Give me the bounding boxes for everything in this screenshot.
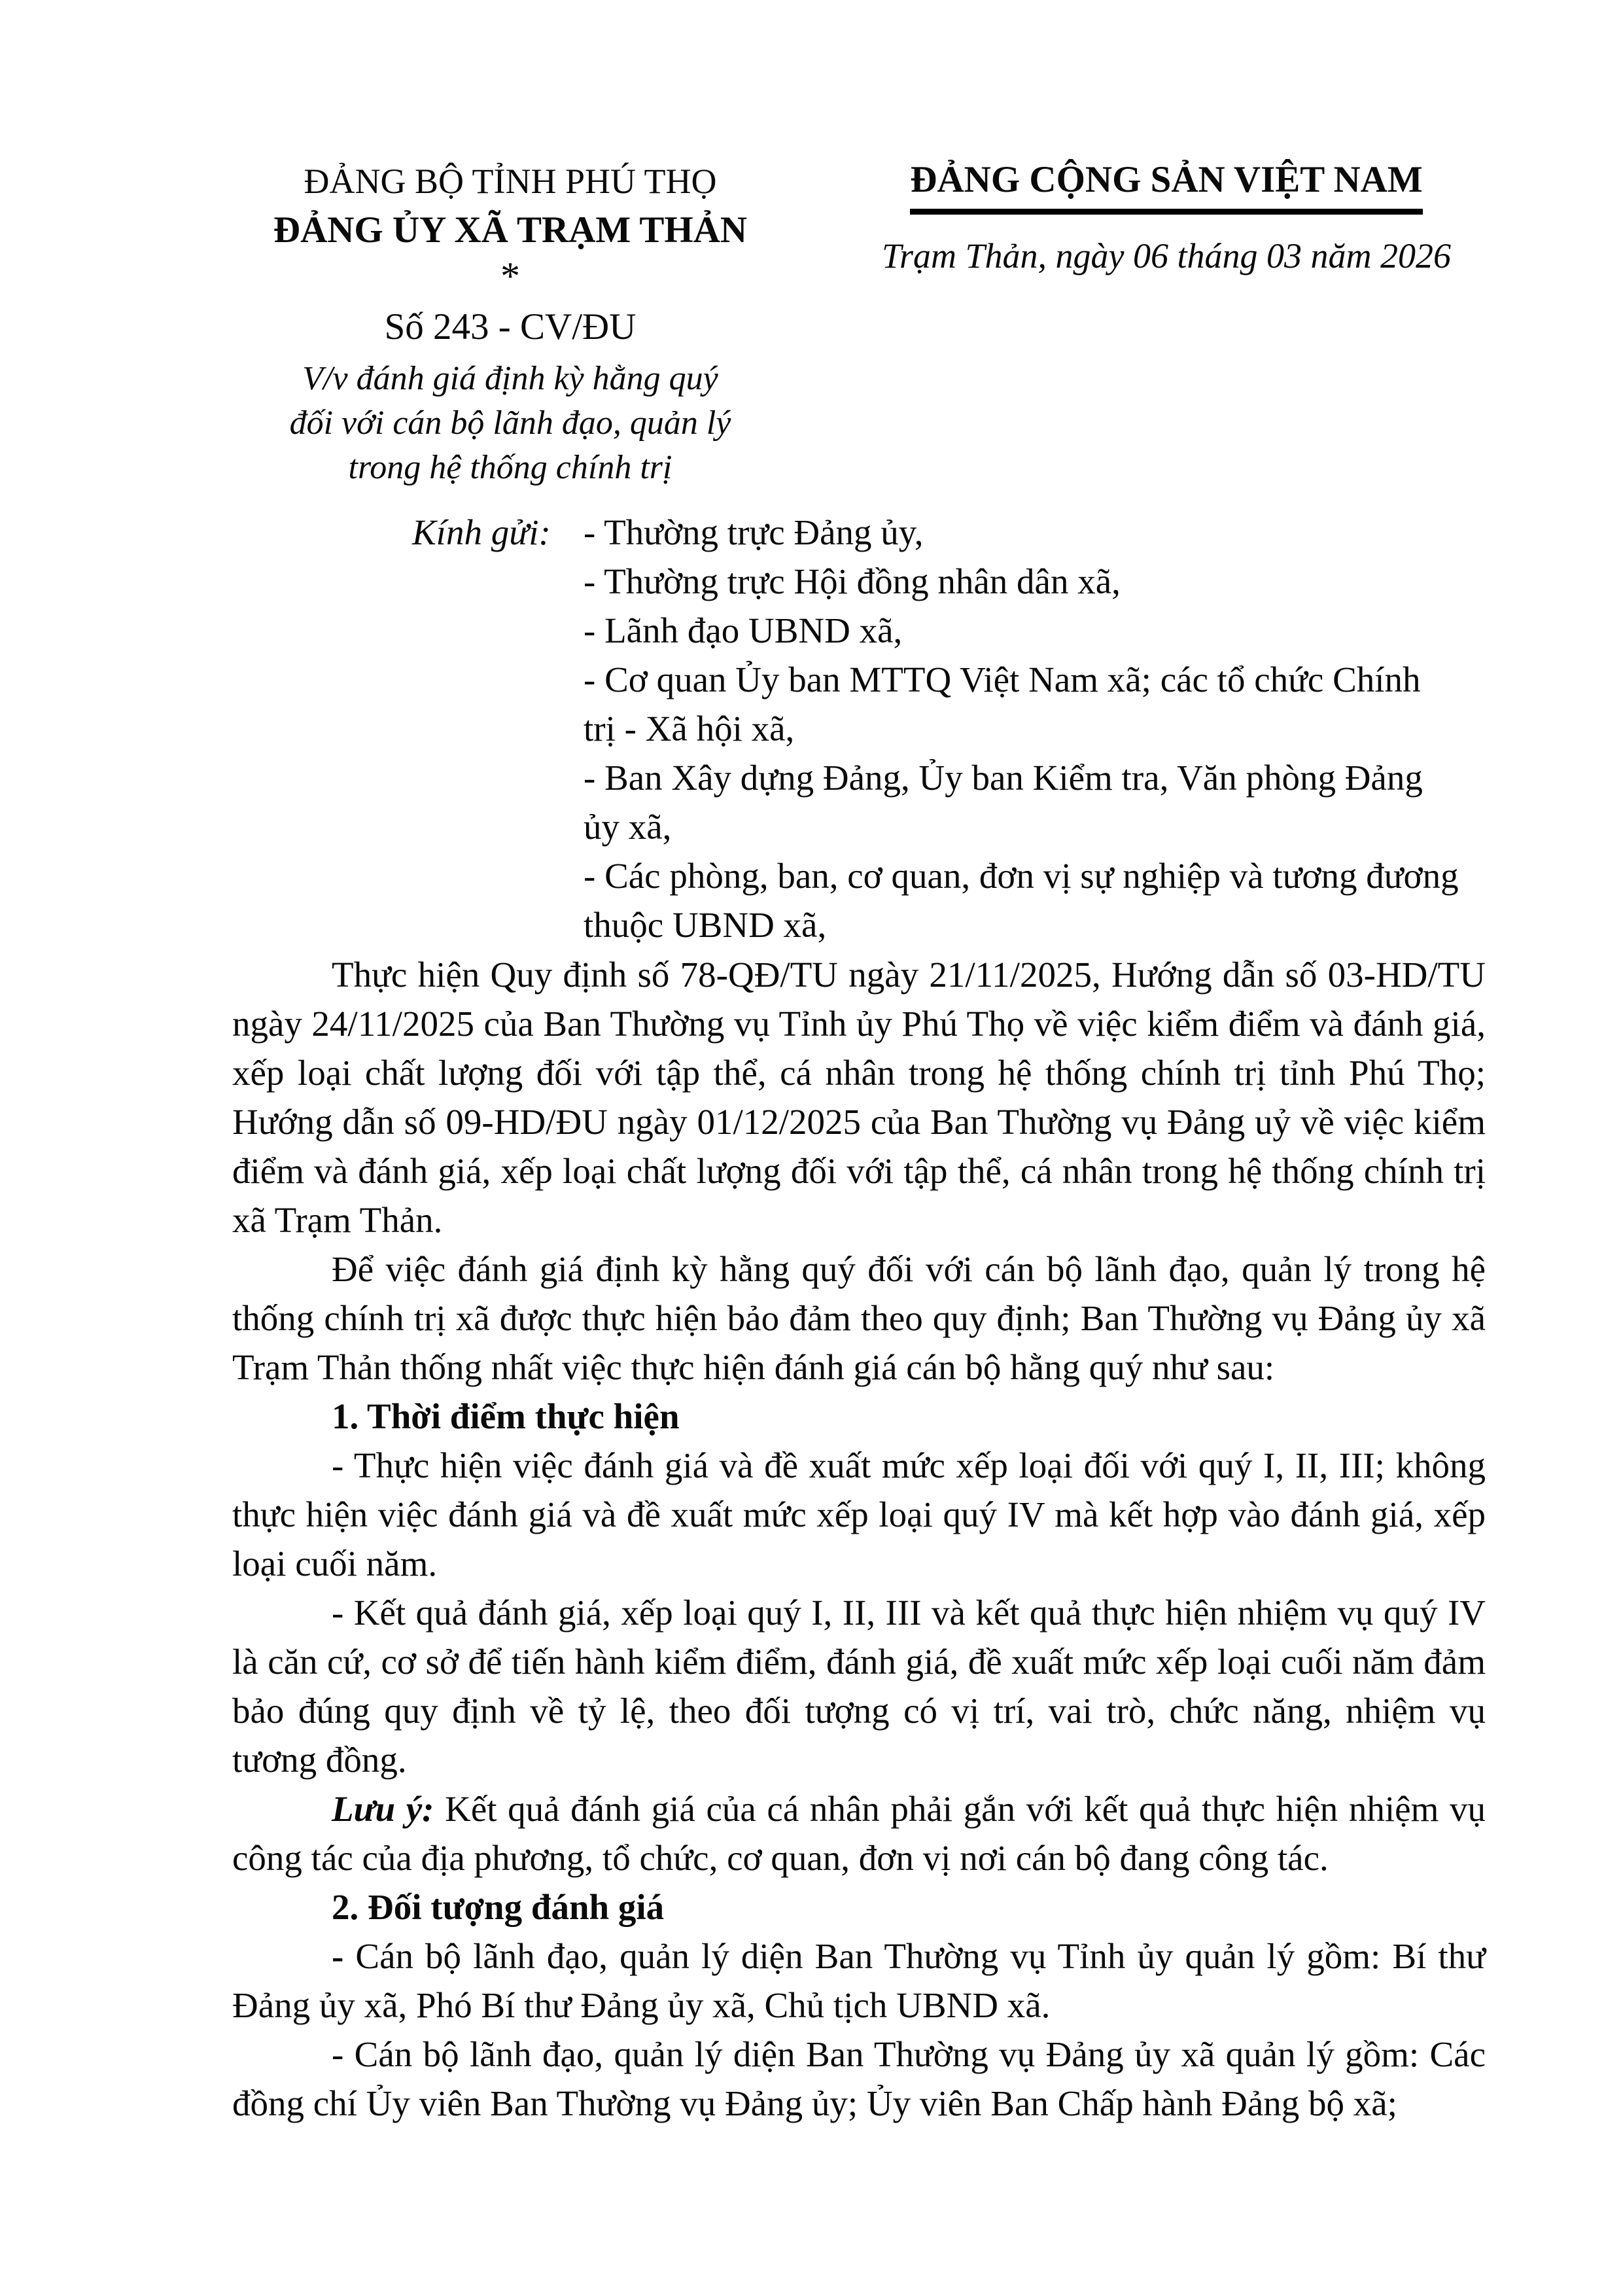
paragraph-legal-basis: Thực hiện Quy định số 78-QĐ/TU ngày 21/11/2025, Hướng dẫn số 03-HD/TU ngày 24/11/2025 của Ban Thường vụ Tỉnh ủy Phú Thọ về việc kiểm điểm và đánh giá, xếp loại chất lượng đối với tập thể, cá nhân trong hệ thống chính trị tỉnh Phú Thọ; Hướng dẫn số 09-HD/ĐU ngày 01/12/2025 của Ban Thường vụ Đảng uỷ về việc kiểm điểm và đánh giá, xếp loại chất lượng đối với tập thể, cá nhân trong hệ thống chính trị xã Trạm Thản. <box>232 955 1486 1240</box>
paragraph-subjects-2: - Cán bộ lãnh đạo, quản lý diện Ban Thường vụ Đảng ủy xã quản lý gồm: Các đồng chí Ủy viên Ban Thường vụ Đảng ủy; Ủy viên Ban Chấp hành Đảng bộ xã; <box>232 2034 1486 2123</box>
paragraph-subjects-1-text: Cán bộ lãnh đạo, quản lý diện Ban Thường vụ Tỉnh ủy quản lý gồm: Bí thư Đảng ủy xã, Phó Bí thư Đảng ủy xã, Chủ tịch UBND xã. <box>232 1936 1486 2025</box>
recipient-line: - Thường trực Đảng ủy, <box>584 512 924 552</box>
recipient-line: trị - Xã hội xã, <box>584 709 795 749</box>
recipient-line: - Cơ quan Ủy ban MTTQ Việt Nam xã; các tổ chức Chính <box>584 660 1421 699</box>
section-heading-1: 1. Thời điểm thực hiện <box>332 1396 680 1436</box>
recipients-list <box>584 508 1512 949</box>
recipient-line: - Ban Xây dựng Đảng, Ủy ban Kiểm tra, Văn phòng Đảng <box>584 758 1423 798</box>
paragraph-subjects-1 <box>232 1932 1486 2030</box>
recipients-block <box>412 508 1512 949</box>
recipient-line: - Lãnh đạo UBND xã, <box>584 610 903 650</box>
national-header-block <box>862 159 1471 277</box>
recipient-line: - Thường trực Hội đồng nhân dân xã, <box>584 561 1121 601</box>
recipient-line: - Các phòng, ban, cơ quan, đơn vị sự nghiệp và tương đương <box>584 856 1459 896</box>
paragraph-purpose: Để việc đánh giá định kỳ hằng quý đối với cán bộ lãnh đạo, quản lý trong hệ thống chính trị xã được thực hiện bảo đảm theo quy định; Ban Thường vụ Đảng ủy xã Trạm Thản thống nhất việc thực hiện đánh giá cán bộ hằng quý như sau: <box>232 1249 1486 1387</box>
paragraph-dash: - <box>332 1936 344 1976</box>
org-title: ĐẢNG ỦY XÃ TRẠM THẢN <box>273 209 748 251</box>
national-motto-title: ĐẢNG CỘNG SẢN VIỆT NAM <box>910 159 1422 215</box>
parent-org-title: ĐẢNG BỘ TỈNH PHÚ THỌ <box>304 162 717 201</box>
paragraph-timing-2: - Kết quả đánh giá, xếp loại quý I, II, III và kết quả thực hiện nhiệm vụ quý IV là căn cứ, cơ sở để tiến hành kiểm điểm, đánh giá, đề xuất mức xếp loại cuối năm đảm bảo đúng quy định về tỷ lệ, theo đối tượng có vị trí, vai trò, chức năng, nhiệm vụ tương đồng. <box>232 1593 1486 1780</box>
note-label: Lưu ý: <box>332 1789 434 1829</box>
paragraph-note <box>232 1784 1486 1882</box>
document-subject <box>229 357 792 490</box>
recipients-label: Kính gửi: <box>412 512 551 552</box>
subject-line: trong hệ thống chính trị <box>348 449 672 486</box>
issuing-org-block <box>229 159 792 490</box>
place-date-line: Trạm Thản, ngày 06 tháng 03 năm 2026 <box>881 236 1452 275</box>
paragraph-timing-1: - Thực hiện việc đánh giá và đề xuất mức xếp loại đối với quý I, II, III; không thực hiện việc đánh giá và đề xuất mức xếp loại quý IV mà kết hợp vào đánh giá, xếp loại cuối năm. <box>232 1445 1486 1583</box>
document-number: Số 243 - CV/ĐU <box>384 306 637 347</box>
note-text: Kết quả đánh giá của cá nhân phải gắn với kết quả thực hiện nhiệm vụ công tác của địa phương, tổ chức, cơ quan, đơn vị nơi cán bộ đang công tác. <box>232 1789 1486 1878</box>
document-body <box>232 950 1486 2128</box>
subject-line: đối với cán bộ lãnh đạo, quản lý <box>289 404 731 442</box>
recipient-line: ủy xã, <box>584 807 672 847</box>
section-heading-2: 2. Đối tượng đánh giá <box>332 1887 665 1927</box>
subject-line: V/v đánh giá định kỳ hằng quý <box>302 360 718 397</box>
recipient-line: thuộc UBND xã, <box>584 905 827 945</box>
star-separator: * <box>500 255 520 298</box>
